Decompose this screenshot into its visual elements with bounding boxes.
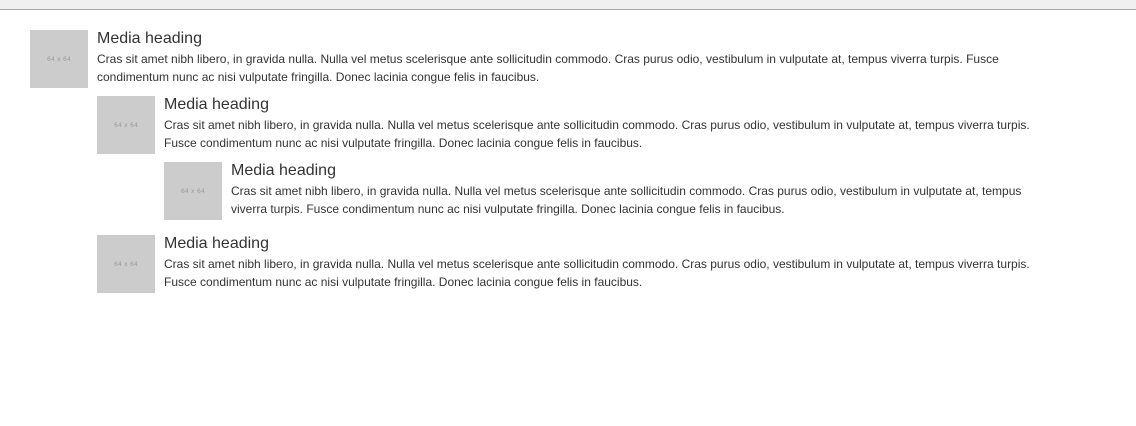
media-body: [164, 96, 1060, 220]
media-item-3: [164, 162, 1060, 220]
media-thumbnail-placeholder: 64 x 64: [30, 30, 88, 88]
media-text: Cras sit amet nibh libero, in gravida nulla. Nulla vel metus scelerisque ante sollicitudin commodo. Cras purus odio, vestibulum in vulputate at, tempus viverra turpis. Fusce condimentum nunc ac nisi vulputate fringilla. Donec lacinia congue felis in faucibus.: [231, 184, 1022, 216]
media-thumbnail-placeholder: 64 x 64: [164, 162, 222, 220]
browser-top-bar: [0, 0, 1136, 10]
media-thumbnail-placeholder: 64 x 64: [97, 235, 155, 293]
media-text: Cras sit amet nibh libero, in gravida nulla. Nulla vel metus scelerisque ante sollicitudin commodo. Cras purus odio, vestibulum in vulputate at, tempus viverra turpis. Fusce condimentum nunc ac nisi vulputate fringilla. Donec lacinia congue felis in faucibus.: [97, 52, 999, 84]
media-heading: Media heading: [231, 162, 336, 179]
media-item-4: [97, 235, 1060, 293]
media-heading: Media heading: [97, 30, 202, 47]
media-heading: Media heading: [164, 96, 269, 113]
media-item-2: [97, 96, 1060, 220]
media-body: [97, 30, 1060, 293]
media-thumbnail-placeholder: 64 x 64: [97, 96, 155, 154]
media-heading: Media heading: [164, 235, 269, 252]
media-body: [231, 162, 1060, 218]
media-list: [30, 30, 1060, 293]
media-item-1: [30, 30, 1060, 293]
media-body: [164, 235, 1060, 291]
media-text: Cras sit amet nibh libero, in gravida nulla. Nulla vel metus scelerisque ante sollicitudin commodo. Cras purus odio, vestibulum in vulputate at, tempus viverra turpis. Fusce condimentum nunc ac nisi vulputate fringilla. Donec lacinia congue felis in faucibus.: [164, 257, 1030, 289]
media-text: Cras sit amet nibh libero, in gravida nulla. Nulla vel metus scelerisque ante sollicitudin commodo. Cras purus odio, vestibulum in vulputate at, tempus viverra turpis. Fusce condimentum nunc ac nisi vulputate fringilla. Donec lacinia congue felis in faucibus.: [164, 118, 1030, 150]
